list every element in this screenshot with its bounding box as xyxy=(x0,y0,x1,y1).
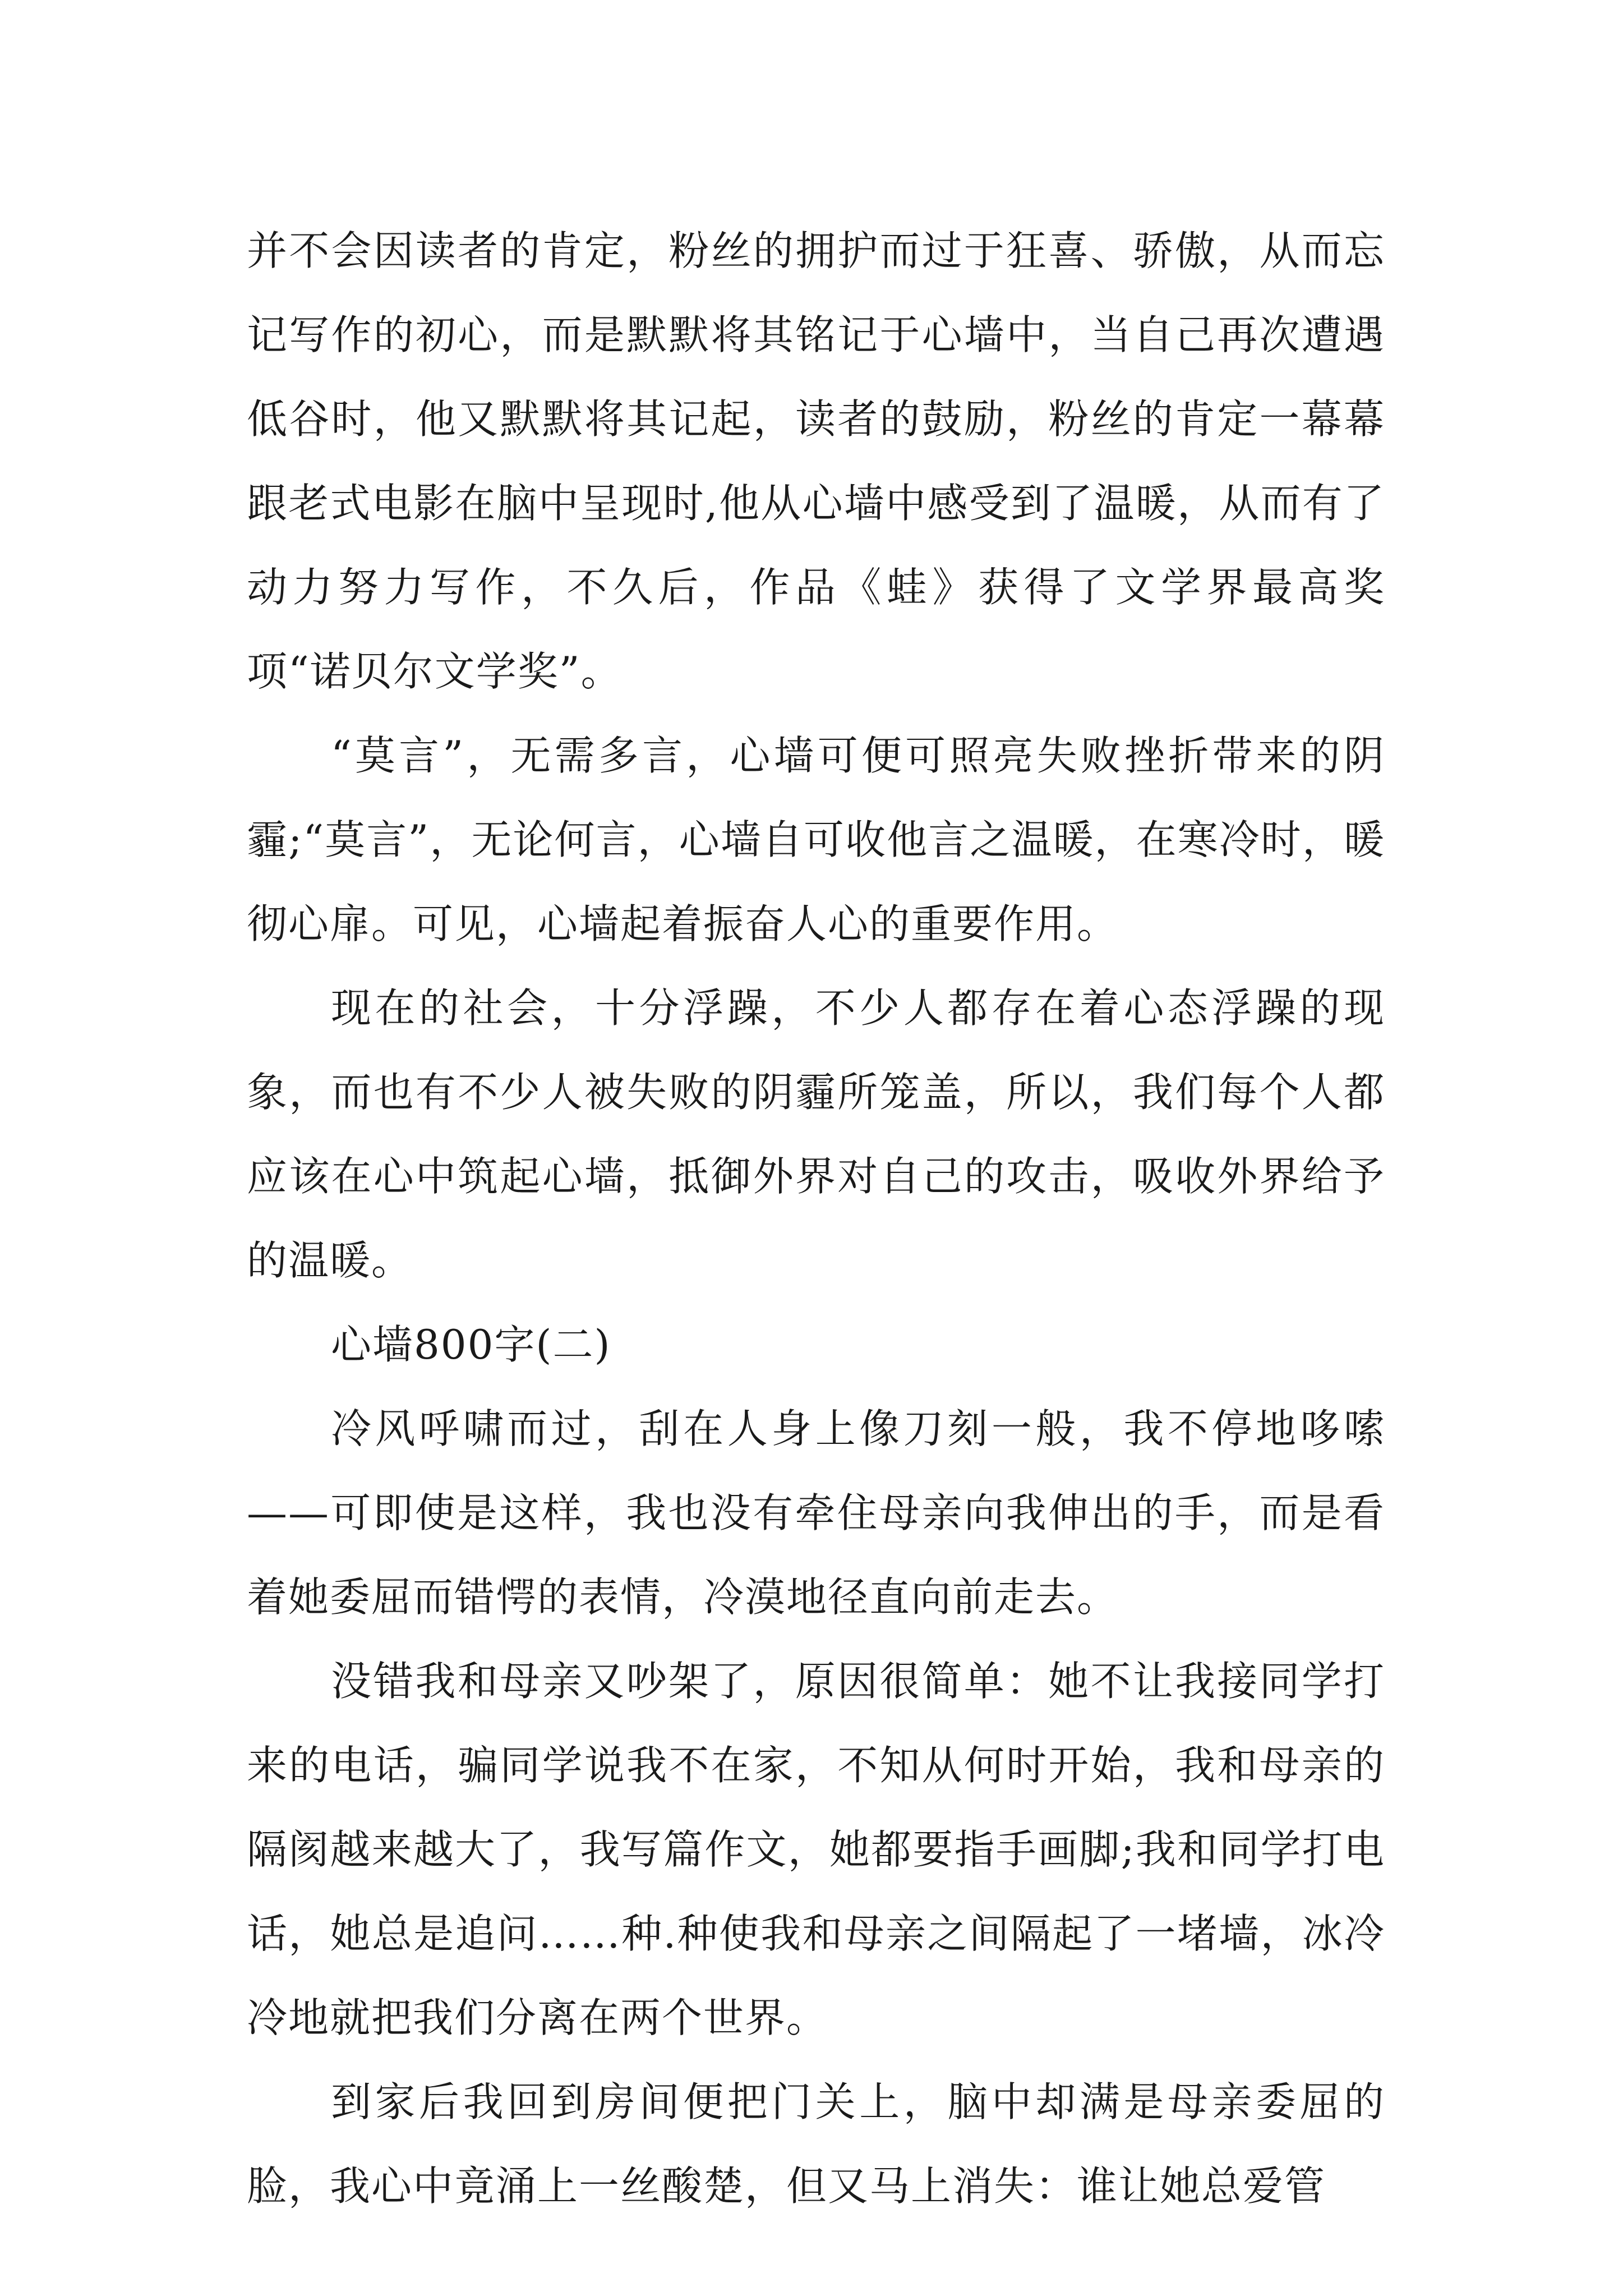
paragraph-3: 现在的社会，十分浮躁，不少人都存在着心态浮躁的现象，而也有不少人被失败的阴霾所笼盖，所以，我们每个人都应该在心中筑起心墙，抵御外界对自己的攻击，吸收外界给予的温暖。 xyxy=(247,984,1385,1284)
paragraph-4: 冷风呼啸而过，刮在人身上像刀刻一般，我不停地哆嗦——可即使是这样，我也没有牵住母亲向我伸出的手，而是看着她委屈而错愕的表情，冷漠地径直向前走去。 xyxy=(247,1405,1385,1621)
document-body xyxy=(247,209,1385,2228)
paragraph-5: 没错我和母亲又吵架了，原因很简单：她不让我接同学打来的电话，骗同学说我不在家，不知从何时开始，我和母亲的隔阂越来越大了，我写篇作文，她都要指手画脚;我和同学打电话，她总是追问……种.种使我和母亲之间隔起了一堵墙，冰冷冷地就把我们分离在两个世界。 xyxy=(247,1658,1385,2041)
paragraph-1: 并不会因读者的肯定，粉丝的拥护而过于狂喜、骄傲，从而忘记写作的初心，而是默默将其铭记于心墙中，当自己再次遭遇低谷时，他又默默将其记起，读者的鼓励，粉丝的肯定一幕幕跟老式电影在脑中呈现时,他从心墙中感受到了温暖，从而有了动力努力写作，不久后，作品《蛙》获得了文学界最高奖项“诺贝尔文学奖”。 xyxy=(247,227,1385,695)
section-heading: 心墙800字(二) xyxy=(331,1321,611,1368)
paragraph-6: 到家后我回到房间便把门关上，脑中却满是母亲委屈的脸，我心中竟涌上一丝酸楚，但又马上消失：谁让她总爱管 xyxy=(247,2078,1385,2210)
paragraph-2: “莫言”，无需多言，心墙可便可照亮失败挫折带来的阴霾;“莫言”，无论何言，心墙自可收他言之温暖，在寒冷时，暖彻心扉。可见，心墙起着振奋人心的重要作用。 xyxy=(247,732,1385,947)
